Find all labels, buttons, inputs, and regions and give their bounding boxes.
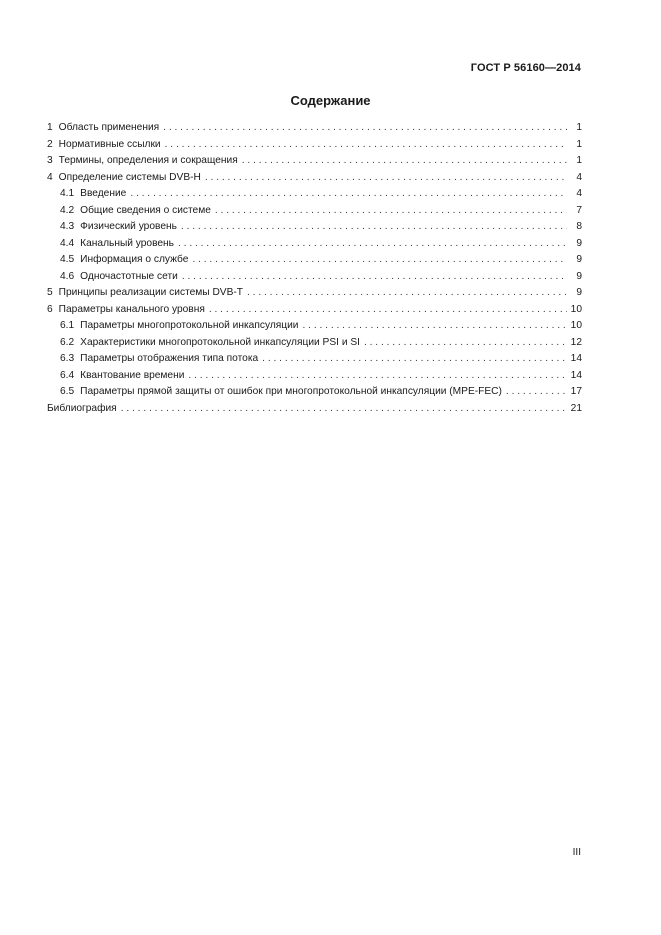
page-title: Содержание (290, 93, 371, 108)
toc-entry-title: Термины, определения и сокращения (58, 155, 238, 166)
dot-leader (215, 203, 567, 220)
toc-entry[interactable] (47, 153, 582, 170)
toc-entry[interactable] (47, 120, 582, 137)
toc-entry-number: 5 (47, 287, 53, 298)
table-of-contents (47, 120, 582, 417)
dot-leader (242, 153, 567, 170)
toc-entry-title: Характеристики многопротокольной инкапсуляции PSI и SI (80, 336, 360, 348)
toc-entry-number: 4.2 (60, 204, 75, 216)
toc-entry-number: 4.5 (60, 254, 75, 265)
toc-entry-page: 9 (576, 287, 582, 298)
toc-entry-number: 4.4 (60, 237, 75, 249)
toc-entry-page: 9 (576, 270, 582, 282)
dot-leader (364, 335, 567, 352)
toc-entry-page: 1 (576, 138, 582, 150)
dot-leader (165, 137, 567, 154)
toc-entry-number: 4.1 (60, 188, 75, 199)
dot-leader (262, 351, 567, 368)
toc-entry-page: 7 (576, 204, 582, 216)
dot-leader (192, 252, 567, 269)
toc-entry-number: 1 (47, 122, 53, 133)
toc-entry-number: 4.3 (60, 221, 75, 232)
toc-subentry[interactable] (47, 269, 582, 286)
toc-entry-page: 4 (576, 171, 582, 183)
toc-entry-page: 12 (570, 336, 582, 348)
toc-entry[interactable] (47, 170, 582, 187)
toc-entry-page: 8 (576, 221, 582, 232)
toc-entry-title: Введение (80, 188, 127, 199)
toc-entry-number: 4.6 (60, 270, 75, 282)
toc-subentry[interactable] (47, 384, 582, 401)
dot-leader (130, 186, 567, 203)
toc-entry-page: 9 (576, 254, 582, 265)
toc-entry-title: Параметры отображения типа потока (80, 353, 259, 364)
dot-leader (182, 269, 567, 286)
dot-leader (188, 368, 567, 385)
toc-entry-title: Параметры канального уровня (58, 303, 205, 315)
toc-entry-title: Информация о службе (80, 254, 189, 265)
toc-entry-number: 4 (47, 171, 53, 183)
toc-entry-title: Библиография (47, 402, 117, 414)
document-id: ГОСТ Р 56160—2014 (470, 62, 581, 74)
toc-entry-number: 6.1 (60, 320, 75, 331)
toc-entry-page: 10 (570, 320, 582, 331)
toc-subentry[interactable] (47, 203, 582, 220)
toc-entry-page: 1 (576, 122, 582, 133)
toc-entry-title: Канальный уровень (80, 237, 174, 249)
dot-leader (209, 302, 567, 319)
toc-entry-page: 1 (576, 155, 582, 166)
toc-entry[interactable] (47, 302, 582, 319)
dot-leader (303, 318, 567, 335)
toc-entry-number: 6.4 (60, 369, 75, 381)
toc-subentry[interactable] (47, 318, 582, 335)
page-number: III (572, 847, 581, 858)
toc-subentry[interactable] (47, 351, 582, 368)
toc-entry-title: Физический уровень (80, 221, 177, 232)
dot-leader (205, 170, 567, 187)
toc-entry-page: 9 (576, 237, 582, 249)
toc-subentry[interactable] (47, 368, 582, 385)
toc-entry-title: Общие сведения о системе (80, 204, 211, 216)
toc-entry-title: Одночастотные сети (80, 270, 178, 282)
toc-subentry[interactable] (47, 236, 582, 253)
toc-subentry[interactable] (47, 252, 582, 269)
toc-entry-number: 3 (47, 155, 53, 166)
toc-entry-title: Параметры многопротокольной инкапсуляции (80, 320, 299, 331)
toc-entry-title: Область применения (58, 122, 160, 133)
toc-subentry[interactable] (47, 186, 582, 203)
dot-leader (178, 236, 567, 253)
toc-entry-title: Принципы реализации системы DVB-T (58, 287, 244, 298)
toc-entry-title: Параметры прямой защиты от ошибок при многопротокольной инкапсуляции (MPE-FEC) (80, 386, 502, 397)
toc-entry-number: 6.2 (60, 336, 75, 348)
toc-entry-page: 10 (570, 303, 582, 315)
toc-subentry[interactable] (47, 219, 582, 236)
toc-entry-title: Нормативные ссылки (58, 138, 161, 150)
dot-leader (506, 384, 567, 401)
toc-entry-bibliography[interactable] (47, 401, 582, 418)
toc-entry-page: 17 (570, 386, 582, 397)
toc-entry-number: 6.5 (60, 386, 75, 397)
toc-entry-number: 2 (47, 138, 53, 150)
toc-entry-title: Определение системы DVB-H (58, 171, 201, 183)
toc-entry-number: 6.3 (60, 353, 75, 364)
dot-leader (121, 401, 567, 418)
toc-entry-page: 4 (576, 188, 582, 199)
toc-entry-page: 14 (570, 369, 582, 381)
toc-subentry[interactable] (47, 335, 582, 352)
dot-leader (163, 120, 567, 137)
dot-leader (181, 219, 567, 236)
toc-entry-title: Квантование времени (80, 369, 185, 381)
toc-entry[interactable] (47, 137, 582, 154)
toc-entry[interactable] (47, 285, 582, 302)
toc-entry-page: 14 (570, 353, 582, 364)
toc-entry-number: 6 (47, 303, 53, 315)
toc-entry-page: 21 (570, 402, 582, 414)
dot-leader (247, 285, 567, 302)
